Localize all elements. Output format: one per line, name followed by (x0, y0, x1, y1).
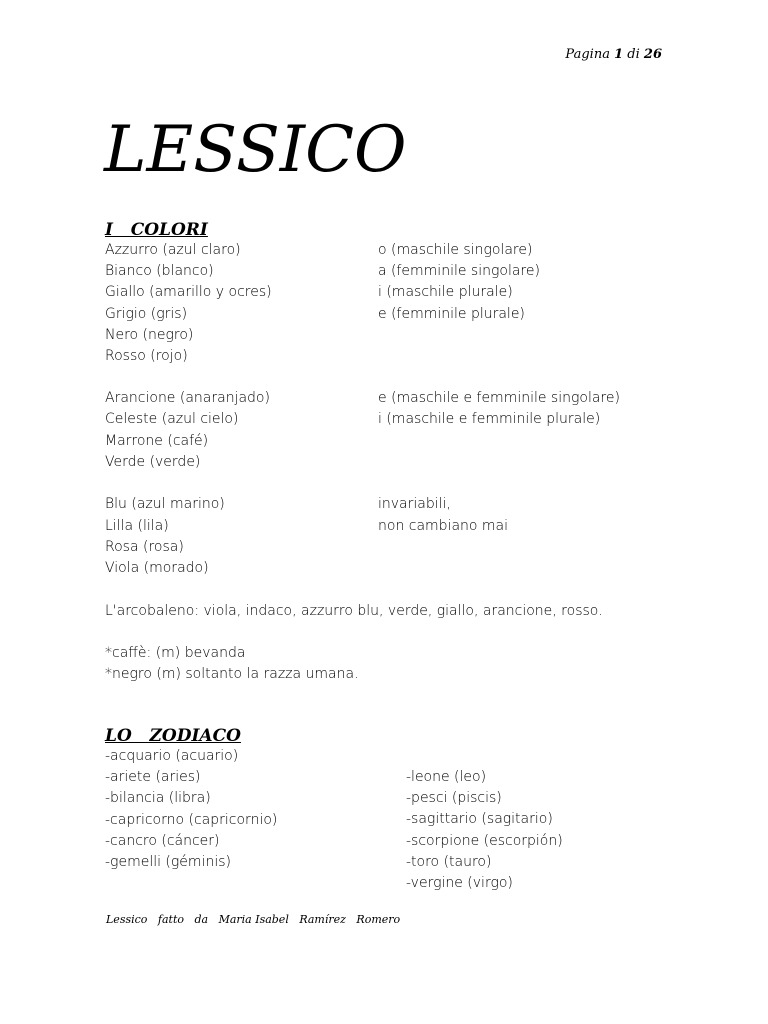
arcobaleno-line: L'arcobaleno: viola, indaco, azzurro blu, verde, giallo, arancione, rosso. (105, 602, 603, 619)
list-item: Verde (verde) (105, 453, 201, 470)
page-total: 26 (643, 47, 662, 62)
list-item: -pesci (piscis) (406, 790, 502, 807)
list-item: -bilancia (libra) (105, 790, 211, 807)
footer-author: Lessico fatto da Maria Isabel Ramírez Romero (106, 913, 401, 926)
list-item: invariabili, (378, 496, 451, 513)
zodiaco-list (105, 746, 665, 896)
list-item: Azzurro (azul claro) (105, 242, 241, 258)
zodiaco-left (105, 746, 277, 873)
page-prefix: Pagina (565, 47, 610, 62)
list-item: -scorpione (escorpión) (406, 832, 563, 849)
colori-group-2-left (105, 388, 270, 473)
list-item: a (femminile singolare) (378, 263, 540, 280)
list-item: non cambiano mai (378, 517, 509, 534)
colori-group-2-right (378, 388, 620, 430)
zodiaco-heading: LO ZODIACO (105, 726, 241, 746)
list-item: -cancro (cáncer) (105, 832, 220, 849)
list-item: e (maschile e femminile singolare) (378, 390, 620, 407)
list-item: Viola (morado) (105, 559, 209, 576)
list-item: -gemelli (géminis) (105, 853, 231, 870)
list-item: Rosso (rojo) (105, 347, 188, 364)
zodiaco-right (406, 767, 563, 894)
list-item: Grigio (gris) (105, 305, 188, 322)
note-caffe: *caffè: (m) bevanda (105, 644, 246, 661)
list-item: e (femminile plurale) (378, 305, 525, 322)
colori-group-1-right (378, 240, 540, 325)
colori-heading: I COLORI (105, 220, 208, 240)
list-item: Nero (negro) (105, 326, 194, 343)
document-title: LESSICO (104, 113, 407, 187)
colori-group-1 (105, 240, 665, 367)
list-item: Blu (azul marino) (105, 496, 225, 513)
page-of: di (627, 47, 640, 62)
colori-group-2 (105, 388, 665, 473)
list-item: -leone (leo) (406, 769, 487, 785)
list-item: i (maschile plurale) (378, 284, 513, 301)
list-item: Bianco (blanco) (105, 263, 214, 280)
list-item: Arancione (anaranjado) (105, 390, 270, 407)
list-item: -ariete (aries) (105, 769, 201, 786)
colori-group-3 (105, 494, 665, 579)
list-item: Lilla (lila) (105, 517, 169, 534)
note-negro: *negro (m) soltanto la razza umana. (105, 666, 359, 683)
list-item: Rosa (rosa) (105, 538, 184, 555)
colori-group-3-left (105, 494, 225, 579)
list-item: -sagittario (sagitario) (406, 811, 553, 828)
list-item: -vergine (virgo) (406, 874, 513, 891)
page-current: 1 (614, 47, 624, 62)
list-item: -acquario (acuario) (105, 748, 239, 764)
page-counter (565, 47, 662, 62)
zodiaco-section (105, 726, 665, 896)
colori-group-3-right (378, 494, 508, 536)
colori-group-1-left (105, 240, 272, 367)
list-item: -capricorno (capricornio) (105, 811, 278, 828)
colori-section (105, 220, 665, 690)
list-item: i (maschile e femminile plurale) (378, 411, 601, 428)
list-item: -toro (tauro) (406, 853, 492, 870)
list-item: o (maschile singolare) (378, 242, 533, 258)
list-item: Celeste (azul cielo) (105, 411, 239, 428)
list-item: Giallo (amarillo y ocres) (105, 284, 272, 301)
list-item: Marrone (café) (105, 432, 209, 449)
